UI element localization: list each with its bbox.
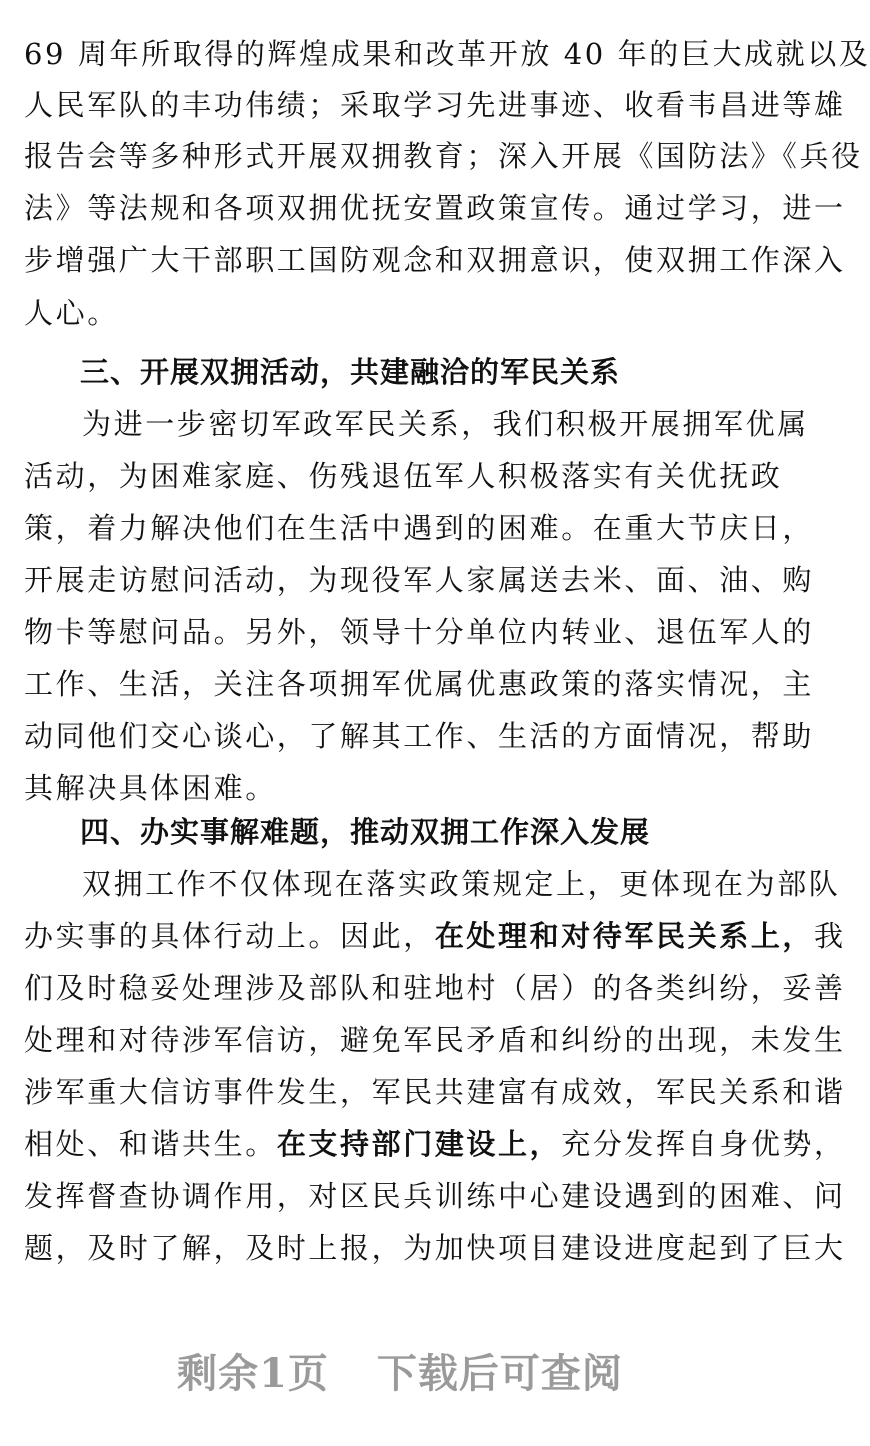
- section-4-line: 处理和对待涉军信访，避免军民矛盾和纠纷的出现，未发生: [24, 1023, 846, 1057]
- download-label: 下载后可查阅: [376, 1350, 623, 1397]
- text-run: 相处、和谐共生。: [24, 1127, 277, 1161]
- section-3-line: 策，着力解决他们在生活中遇到的困难。在重大节庆日，: [24, 511, 815, 545]
- section-3-line: 物卡等慰问品。另外，领导十分单位内转业、退伍军人的: [24, 615, 815, 649]
- bold-phrase: 在支持部门建设上，: [276, 1127, 562, 1161]
- section-4-line: 双拥工作不仅体现在落实政策规定上，更体现在为部队: [82, 867, 841, 901]
- section-3-line: 开展走访慰问活动，为现役军人家属送去米、面、油、购: [24, 563, 815, 597]
- body-line: 报告会等多种形式开展双拥教育；深入开展《国防法》《兵役: [24, 139, 863, 173]
- section-4-line: 发挥督查协调作用，对区民兵训练中心建设遇到的困难、问: [24, 1179, 846, 1213]
- section-4-heading: 四、办实事解难题，推动双拥工作深入发展: [80, 815, 651, 849]
- section-3-line: 活动，为困难家庭、伤残退伍军人积极落实有关优抚政: [24, 459, 783, 493]
- body-line: 69 周年所取得的辉煌成果和改革开放 40 年的巨大成就以及: [24, 37, 870, 71]
- section-4-line: 们及时稳妥处理涉及部队和驻地村（居）的各类纠纷，妥善: [24, 971, 846, 1005]
- text-run: 办实事的具体行动上。因此，: [24, 919, 435, 953]
- remaining-pages-label: 剩余1页: [177, 1350, 329, 1397]
- text-run: 我: [814, 919, 846, 953]
- body-line: 法》等法规和各项双拥优抚安置政策宣传。通过学习，进一: [24, 191, 846, 225]
- section-3-line: 其解决具体困难。: [24, 771, 277, 805]
- download-prompt[interactable]: [0, 1342, 800, 1399]
- section-4-line: 题，及时了解，及时上报，为加快项目建设进度起到了巨大: [24, 1231, 846, 1265]
- section-4-line: [24, 1124, 846, 1164]
- section-3-heading: 三、开展双拥活动，共建融洽的军民关系: [80, 355, 621, 389]
- section-3-line: 工作、生活，关注各项拥军优属优惠政策的落实情况，主: [24, 667, 815, 701]
- bold-phrase: 在处理和对待军民关系上，: [434, 919, 815, 953]
- section-4-line: 涉军重大信访事件发生，军民共建富有成效，军民关系和谐: [24, 1075, 846, 1109]
- section-3-line: 为进一步密切军政军民关系，我们积极开展拥军优属: [82, 407, 809, 441]
- body-line: 人心。: [24, 296, 119, 330]
- section-4-line: [24, 916, 846, 956]
- text-run: 充分发挥自身优势，: [561, 1127, 846, 1161]
- body-line: 人民军队的丰功伟绩；采取学习先进事迹、收看韦昌进等雄: [24, 88, 846, 122]
- body-line: 步增强广大干部职工国防观念和双拥意识，使双拥工作深入: [24, 243, 846, 277]
- section-3-line: 动同他们交心谈心，了解其工作、生活的方面情况，帮助: [24, 719, 815, 753]
